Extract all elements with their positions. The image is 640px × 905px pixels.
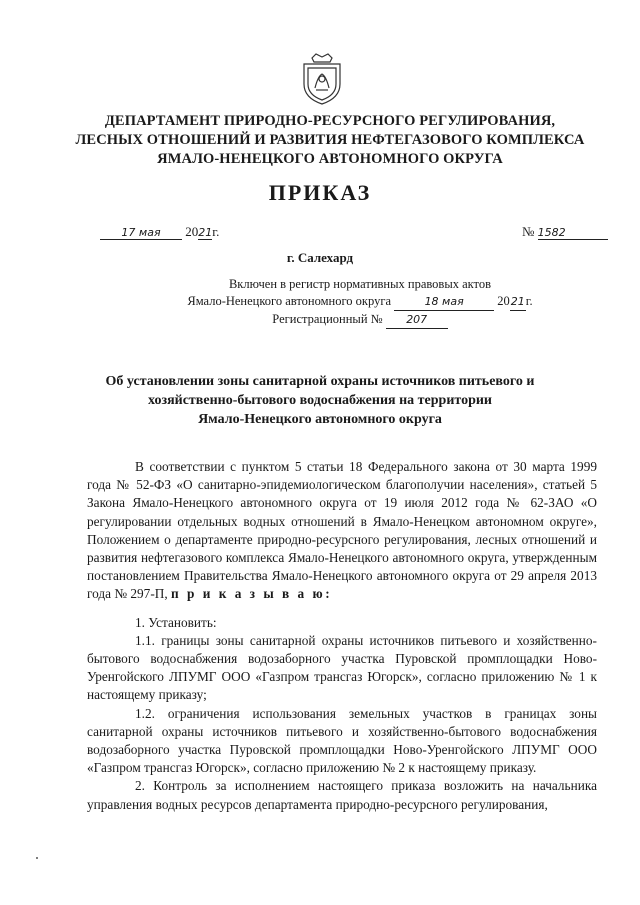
department-name bbox=[60, 112, 600, 169]
registry-line-2 bbox=[150, 293, 570, 311]
item-2: 2. Контроль за исполнением настоящего приказа возложить на начальника управления водных ресурсов департамента природно-ресурсного регулирования, bbox=[87, 778, 597, 812]
department-line-3: ЯМАЛО-НЕНЕЦКОГО АВТОНОМНОГО ОКРУГА bbox=[157, 151, 503, 167]
registry-line-1: Включен в регистр нормативных правовых актов bbox=[228, 277, 492, 291]
order-subject bbox=[90, 372, 550, 429]
subject-line-1: Об установлении зоны санитарной охраны источников питьевого и bbox=[105, 374, 535, 389]
year-prefix: 20 bbox=[185, 224, 199, 239]
subject-line-2: хозяйственно-бытового водоснабжения на территории bbox=[147, 393, 492, 408]
order-number bbox=[522, 224, 608, 240]
order-date bbox=[100, 224, 219, 240]
registry-year-prefix: 20 bbox=[497, 294, 510, 308]
handwritten-year: 21 bbox=[198, 226, 213, 239]
handwritten-date: 17 мая bbox=[100, 226, 182, 240]
registry-handwritten-date: 18 мая bbox=[394, 293, 494, 311]
registry-stamp bbox=[150, 276, 570, 329]
item-1-1: 1.1. границы зоны санитарной охраны источников питьевого и хозяйственно-бытового водоснабжения водозаборного участка Пуровской промплощадки Ново-Уренгойского ЛПУМГ ООО «Газпром трансгаз Югорск», согласно приложению № 1 к настоящему приказу; bbox=[87, 632, 597, 703]
registry-handwritten-number: 207 bbox=[386, 311, 448, 329]
item-1-2: 1.2. ограничения использования земельных участков в границах зоны санитарной охраны источников питьевого и хозяйственно-бытового водоснабжения водозаборного участка Пуровской промплощадки Ново-Уренгойского ЛПУМГ ООО «Газпром трансгаз Югорск», согласно приложению № 2 к настоящему приказу. bbox=[87, 705, 597, 776]
department-line-1: ДЕПАРТАМЕНТ ПРИРОДНО-РЕСУРСНОГО РЕГУЛИРОВАНИЯ, bbox=[104, 113, 556, 129]
registry-line-3 bbox=[150, 311, 570, 329]
order-body bbox=[87, 458, 597, 814]
handwritten-number: 1582 bbox=[538, 226, 608, 240]
registry-region: Ямало-Ненецкого автономного округа bbox=[187, 294, 392, 308]
number-label: № bbox=[522, 224, 535, 239]
city-name: г. Салехард bbox=[286, 250, 354, 265]
scan-speck bbox=[36, 857, 38, 859]
document-type-title: ПРИКАЗ bbox=[268, 180, 372, 205]
preamble-paragraph bbox=[87, 458, 597, 604]
department-line-2: ЛЕСНЫХ ОТНОШЕНИЙ И РАЗВИТИЯ НЕФТЕГАЗОВОГО КОМПЛЕКСА bbox=[75, 132, 585, 148]
preamble-text: В соответствии с пунктом 5 статьи 18 Федерального закона от 30 марта 1999 года № 52-ФЗ «О санитарно-эпидемиологическом благополучии населения», статьей 5 Закона Ямало-Ненецкого автономного округа от 19 июля 2012 года № 62-ЗАО «О регулировании отдельных водных отношений в Ямало-Ненецком автономном округе», Положением о департаменте природно-ресурсного регулирования, лесных отношений и развития нефтегазового комплекса Ямало-Ненецкого автономного округа, утвержденным постановлением Правительства Ямало-Ненецкого автономного округа от 29 апреля 2013 года № 297-П, bbox=[87, 459, 597, 602]
coat-of-arms-emblem bbox=[298, 52, 346, 106]
registry-year-suffix: г. bbox=[525, 294, 533, 308]
registry-handwritten-year: 21 bbox=[510, 293, 526, 311]
order-word: п р и к а з ы в а ю: bbox=[171, 586, 333, 602]
year-suffix: г. bbox=[212, 224, 220, 239]
registry-number-label: Регистрационный № bbox=[272, 312, 383, 326]
item-1: 1. Установить: bbox=[135, 614, 217, 630]
subject-line-3: Ямало-Ненецкого автономного округа bbox=[198, 412, 442, 427]
